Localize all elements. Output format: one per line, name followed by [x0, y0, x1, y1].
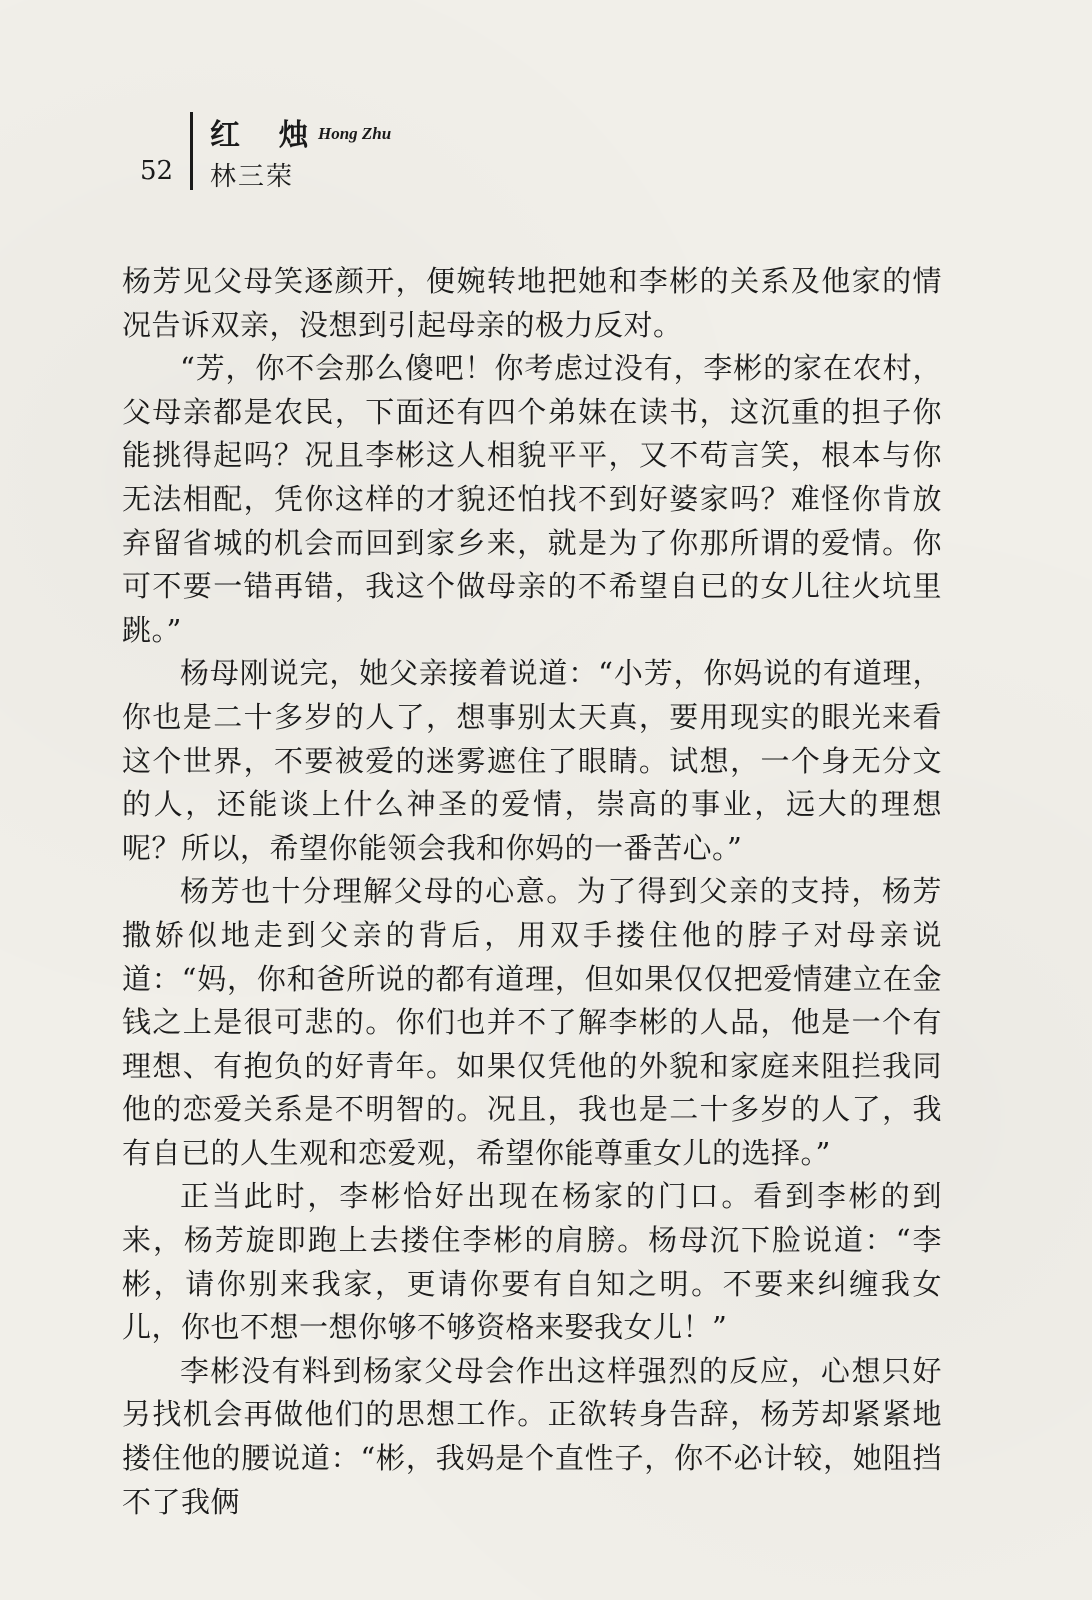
- page-header: [130, 112, 530, 192]
- paragraph: 杨芳见父母笑逐颜开，便婉转地把她和李彬的关系及他家的情况告诉双亲，没想到引起母亲的极力反对。: [122, 264, 942, 342]
- body-text: [122, 260, 942, 1524]
- book-title: 红 烛: [210, 118, 323, 153]
- paragraph: 杨芳也十分理解父母的心意。为了得到父亲的支持，杨芳撒娇似地走到父亲的背后，用双手搂住他的脖子对母亲说道：“妈，你和爸所说的都有道理，但如果仅仅把爱情建立在金钱之上是很可悲的。你们也并不了解李彬的人品，他是一个有理想、有抱负的好青年。如果仅凭他的外貌和家庭来阻拦我同他的恋爱关系是不明智的。况且，我也是二十多岁的人了，我有自已的人生观和恋爱观，希望你能尊重女儿的选择。”: [122, 874, 942, 1170]
- paragraph: 杨母刚说完，她父亲接着说道：“小芳，你妈说的有道理，你也是二十多岁的人了，想事别太天真，要用现实的眼光来看这个世界，不要被爱的迷雾遮住了眼睛。试想，一个身无分文的人，还能谈上什么神圣的爱情，崇高的事业，远大的理想呢？所以，希望你能领会我和你妈的一番苦心。”: [122, 656, 942, 865]
- paragraph: 正当此时，李彬恰好出现在杨家的门口。看到李彬的到来，杨芳旋即跑上去搂住李彬的肩膀。杨母沉下脸说道：“李彬，请你别来我家，更请你要有自知之明。不要来纠缠我女儿，你也不想一想你够不够资格来娶我女儿！”: [122, 1179, 942, 1345]
- paragraph: 李彬没有料到杨家父母会作出这样强烈的反应，心想只好另找机会再做他们的思想工作。正欲转身告辞，杨芳却紧紧地搂住他的腰说道：“彬，我妈是个直性子，你不必计较，她阻挡不了我俩: [122, 1353, 942, 1519]
- page-number: 52: [140, 156, 174, 186]
- paragraph: “芳，你不会那么傻吧！你考虑过没有，李彬的家在农村，父母亲都是农民，下面还有四个弟妹在读书，这沉重的担子你能挑得起吗？况且李彬这人相貌平平，又不苟言笑，根本与你无法相配，凭你这样的才貌还怕找不到好婆家吗？难怪你肯放弃留省城的机会而回到家乡来，就是为了你那所谓的爱情。你可不要一错再错，我这个做母亲的不希望自已的女儿往火坑里跳。”: [122, 351, 942, 647]
- header-divider: [190, 112, 193, 190]
- author-name: 林三荣: [210, 162, 295, 192]
- book-title-pinyin: Hong Zhu: [318, 124, 392, 143]
